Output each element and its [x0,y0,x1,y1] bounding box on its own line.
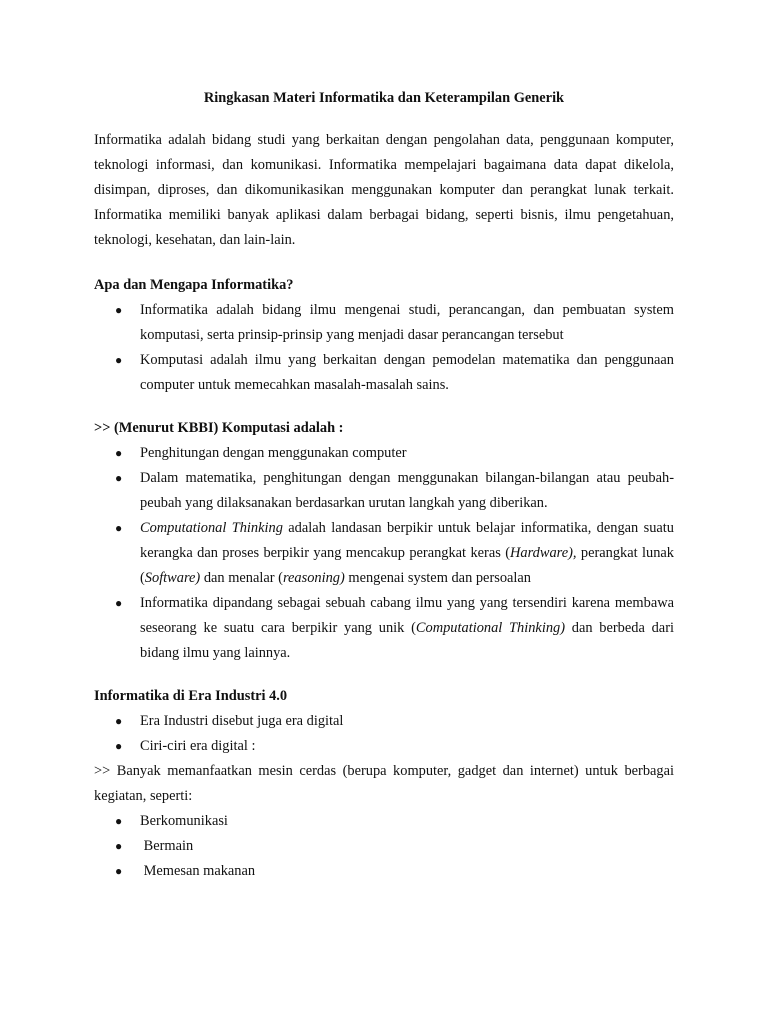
list-item [94,348,674,398]
reasoning-term: reasoning) [282,570,345,586]
bullet-icon: ● [115,471,123,485]
bullet-icon: ● [115,303,123,317]
list-item-text: Bermain [140,838,194,854]
list-item-text: Informatika dipandang sebagai sebuah cabang ilmu yang yang tersendiri karena membawa seseorang ke suatu cara berpikir yang unik (Computational Thinking) dan berbeda dari bidang ilmu yang lainnya. [140,595,674,661]
bullet-icon: ● [115,446,123,460]
bullet-icon: ● [115,864,123,878]
section2-list [94,441,674,666]
section1-list [94,298,674,398]
document-title: Ringkasan Materi Informatika dan Keterampilan Generik [203,90,565,106]
list-item [94,441,674,466]
bullet-icon: ● [115,521,123,535]
activities-list [94,809,674,884]
list-item [94,809,674,834]
document-page [94,88,674,884]
bullet-icon: ● [115,814,123,828]
bullet-icon: ● [115,839,123,853]
bullet-icon: ● [115,596,123,610]
computational-thinking-term: Computational Thinking [140,520,283,536]
list-item-text: Computational Thinking adalah landasan berpikir untuk belajar informatika, dengan suatu kerangka dan proses berpikir yang mencakup perangkat keras (Hardware), perangkat lunak (Software) dan menalar (reasoning) mengenai system dan persoalan [140,520,674,586]
bullet-icon: ● [115,714,123,728]
section-heading-apa-dan-mengapa: Apa dan Mengapa Informatika? [94,277,294,293]
bullet-icon: ● [115,353,123,367]
section-heading-industri: Informatika di Era Industri 4.0 [94,688,288,704]
software-term: Software) [144,570,201,586]
list-item-text: Berkomunikasi [140,813,228,829]
list-item [94,709,674,734]
section3-list [94,709,674,759]
list-item [94,834,674,859]
list-item-text: Komputasi adalah ilmu yang berkaitan dengan pemodelan matematika dan penggunaan computer untuk memecahkan masalah-masalah sains. [140,352,674,393]
list-item [94,859,674,884]
list-item-text: Dalam matematika, penghitungan dengan menggunakan bilangan-bilangan atau peubah-peubah yang dilaksanakan berdasarkan urutan langkah yang diberikan. [140,470,674,511]
hardware-term: Hardware), [510,545,577,561]
section-heading-kbbi: >> (Menurut KBBI) Komputasi adalah : [94,420,344,436]
list-item [94,516,674,591]
list-item-text: Penghitungan dengan menggunakan computer [140,445,407,461]
list-item-text: Informatika adalah bidang ilmu mengenai studi, perancangan, dan pembuatan system komputasi, serta prinsip-prinsip yang menjadi dasar perancangan tersebut [140,302,674,343]
list-item-text: Era Industri disebut juga era digital [140,713,344,729]
list-item [94,298,674,348]
computational-thinking-term: Computational Thinking) [415,620,565,636]
list-item-text: Ciri-ciri era digital : [140,738,256,754]
list-item-text: Memesan makanan [140,863,256,879]
section3-paragraph: >> Banyak memanfaatkan mesin cerdas (berupa komputer, gadget dan internet) untuk berbagai kegiatan, seperti: [94,763,674,804]
list-item [94,591,674,666]
bullet-icon: ● [115,739,123,753]
list-item [94,466,674,516]
list-item [94,734,674,759]
intro-paragraph: Informatika adalah bidang studi yang berkaitan dengan pengolahan data, penggunaan komputer, teknologi informasi, dan komunikasi. Informatika mempelajari bagaimana data dapat dikelola, disimpan, diproses, dan dikomunikasikan menggunakan komputer dan perangkat lunak terkait. Informatika memiliki banyak aplikasi dalam berbagai bidang, seperti bisnis, ilmu pengetahuan, teknologi, kesehatan, dan lain-lain. [94,132,674,248]
